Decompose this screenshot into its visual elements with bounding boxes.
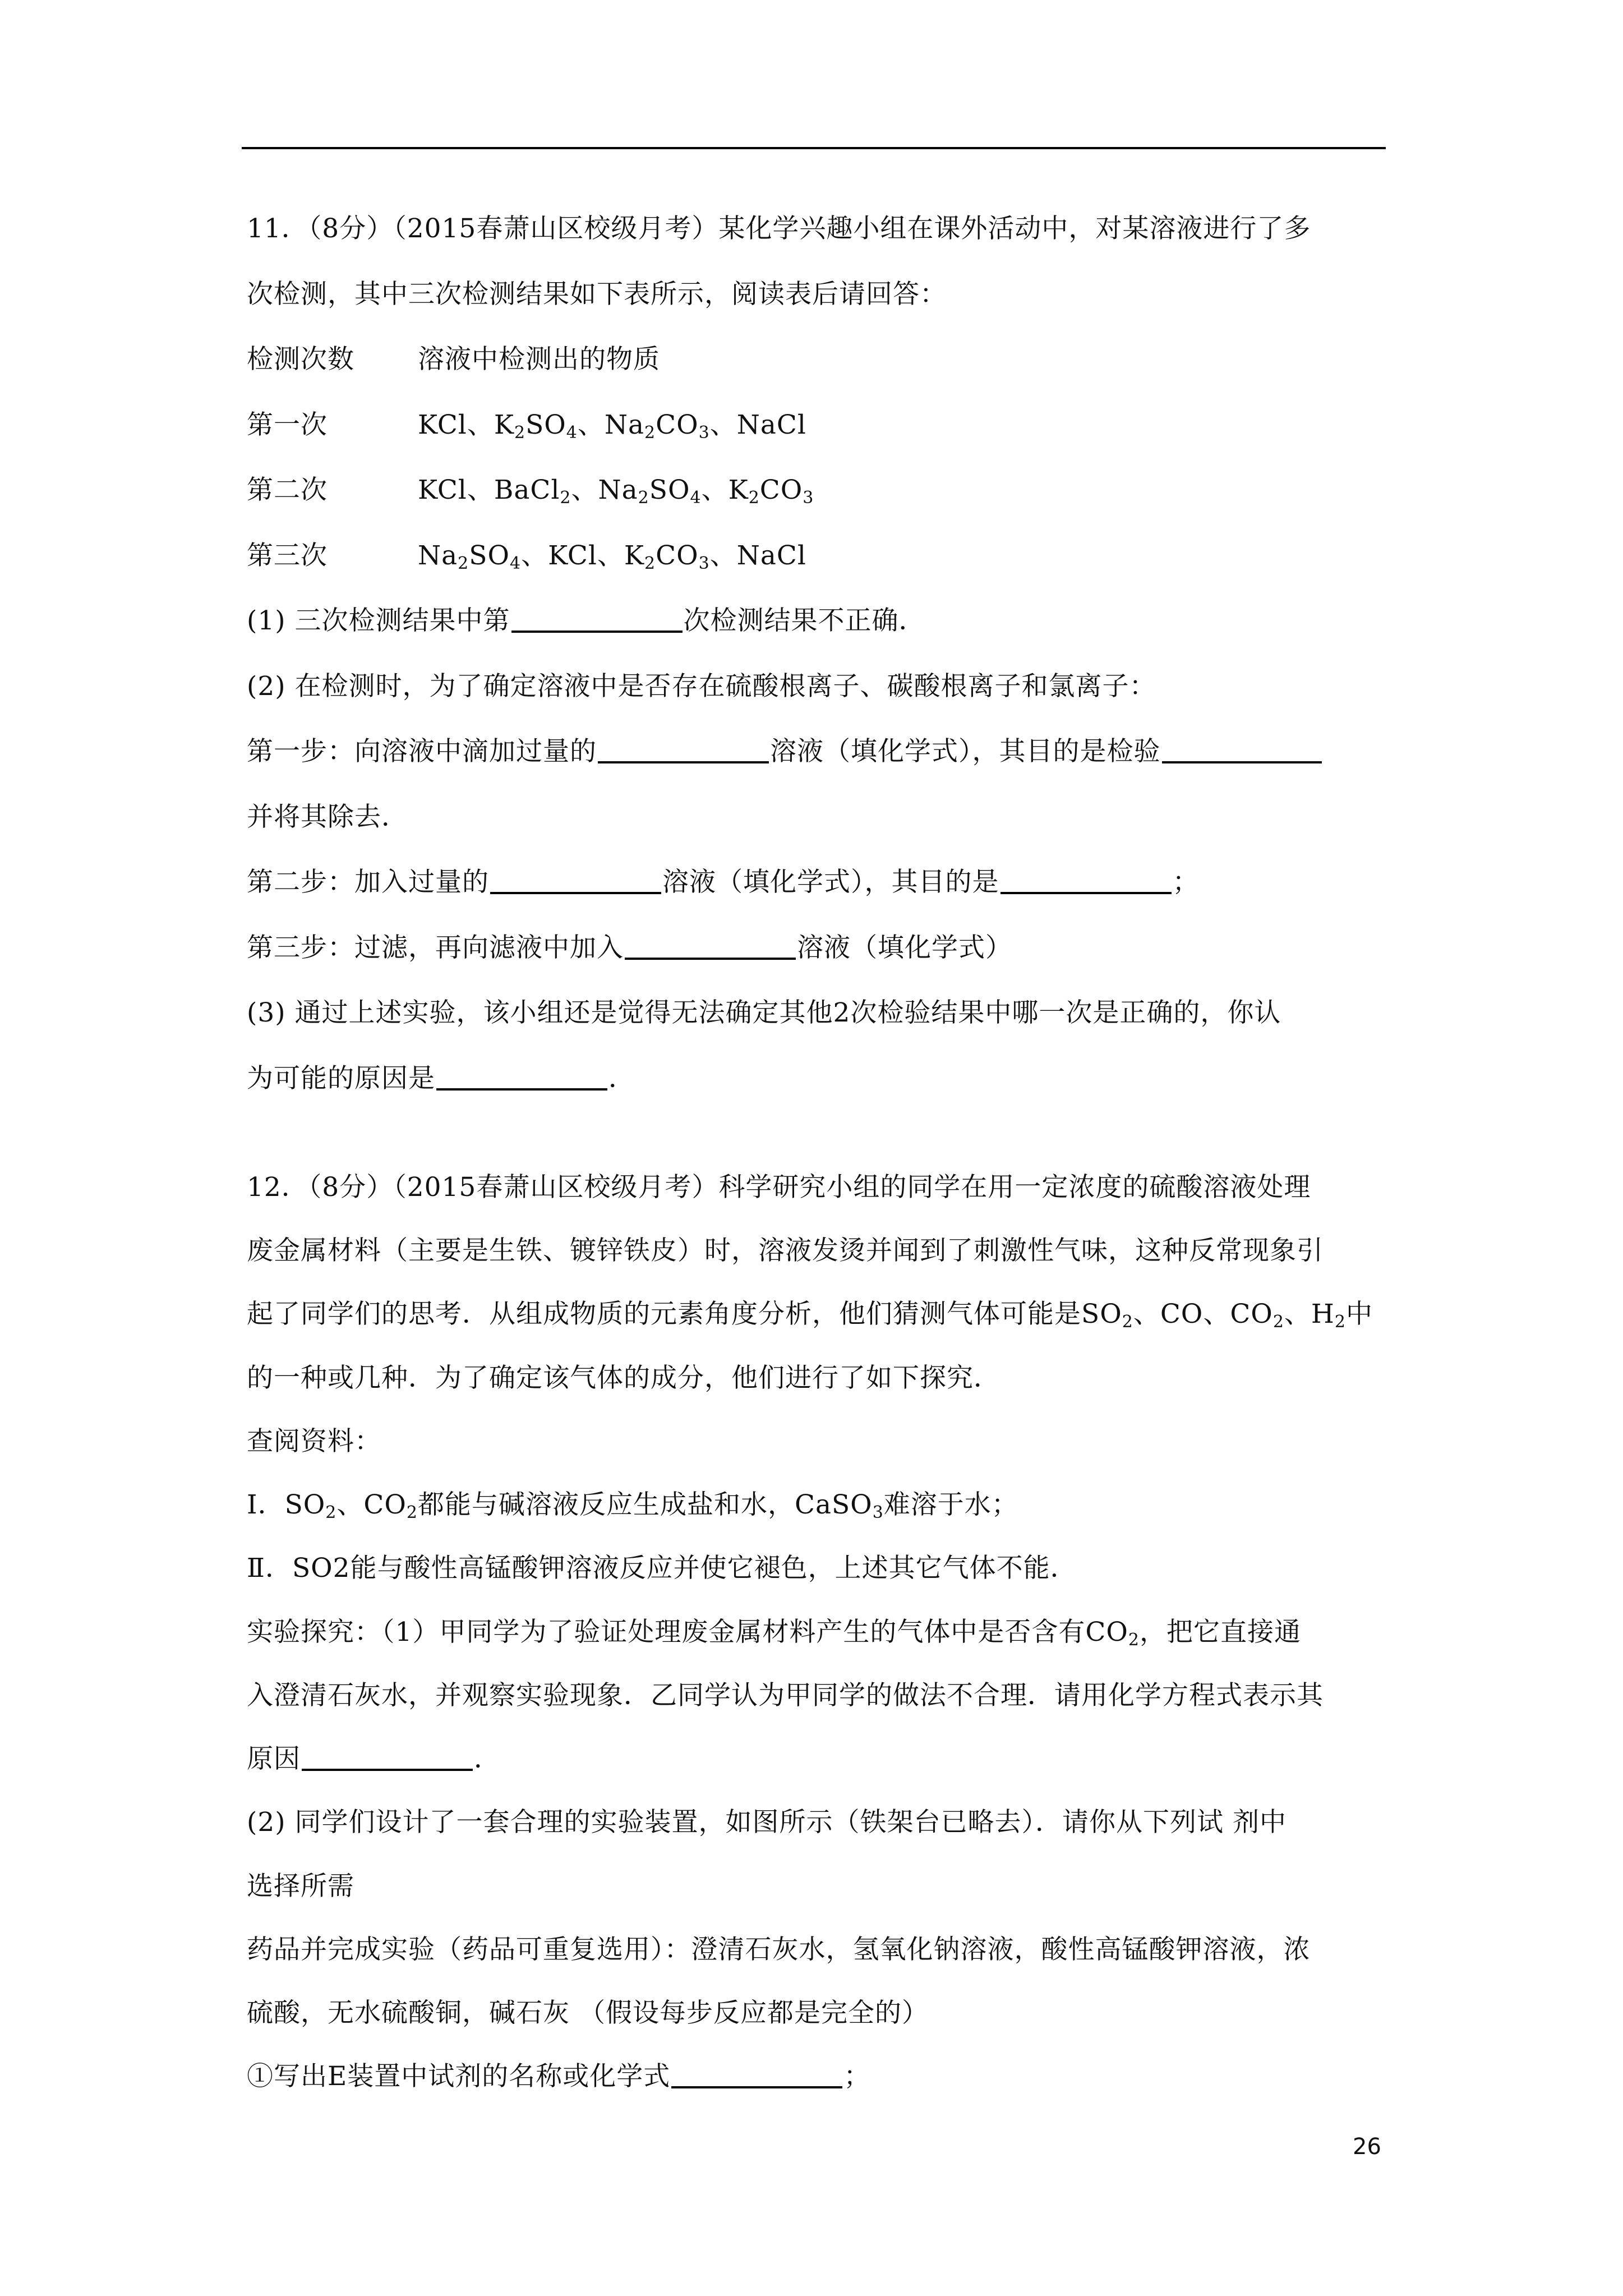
text-run: SO — [525, 409, 566, 440]
text-run: ． — [474, 1743, 501, 1775]
subscript: 2 — [325, 1503, 337, 1523]
table-row-substances — [418, 408, 806, 442]
question-line — [247, 800, 408, 834]
text-run: SO — [469, 540, 510, 571]
text-run: 药品并完成实验（药品可重复选用）：澄清石灰水，氢氧化钠溶液，酸性高锰酸钾溶液，浓 — [247, 1934, 1311, 1965]
text-run: 溶液（填化学式） — [797, 932, 1012, 963]
subscript: 3 — [872, 1503, 884, 1523]
text-run: 入澄清石灰水，并观察实验现象．乙同学认为甲同学的做法不合理．请用化学方程式表示其 — [247, 1680, 1324, 1711]
subscript: 2 — [1128, 1630, 1140, 1650]
answer-blank[interactable] — [1000, 892, 1172, 894]
question-line — [247, 1361, 1000, 1395]
text-run: KCl、K — [418, 409, 514, 440]
subscript: 3 — [698, 422, 710, 443]
question-line — [247, 1062, 635, 1096]
text-run: ． — [608, 1062, 635, 1094]
text-run: CO — [656, 540, 699, 571]
question-line — [247, 1996, 929, 2030]
subscript: 2 — [406, 1503, 418, 1523]
text-run: 、NaCl — [709, 409, 806, 440]
table-row-substances — [418, 539, 806, 573]
table-row — [247, 539, 806, 573]
subscript: 2 — [560, 488, 571, 508]
text-run: KCl、BaCl — [418, 475, 560, 505]
subscript: 2 — [1334, 1312, 1347, 1332]
text-run: 第一步：向溶液中滴加过量的 — [247, 736, 597, 767]
text-run: (3) 通过上述实验，该小组还是觉得无法确定其他2次检验结果中哪一次是正确的，你认 — [247, 997, 1281, 1028]
answer-blank[interactable] — [671, 2086, 842, 2088]
text-run: ； — [1172, 867, 1200, 898]
subscript: 2 — [514, 422, 526, 443]
text-run: 、KCl、K — [521, 540, 645, 571]
text-run: 实验探究：（1）甲同学为了验证处理废金属材料产生的气体中是否含有CO — [247, 1616, 1128, 1648]
subscript: 3 — [698, 553, 710, 573]
question-line — [247, 1742, 501, 1776]
text-run: (1) 三次检测结果中第 — [247, 605, 510, 636]
text-run: 起了同学们的思考．从组成物质的元素角度分析，他们猜测气体可能是SO — [247, 1299, 1122, 1330]
question-line — [247, 1870, 354, 1903]
question-line — [247, 278, 947, 311]
question-line — [247, 1488, 1018, 1522]
question-line — [247, 1552, 1077, 1585]
question-line — [247, 1933, 1311, 1967]
text-run: 的一种或几种．为了确定该气体的成分，他们进行了如下探究． — [247, 1362, 1000, 1393]
question-line — [247, 1234, 1324, 1268]
question-line — [247, 1616, 1301, 1649]
text-run: 溶液（填化学式），其目的是检验 — [770, 736, 1161, 767]
table-row-substances — [418, 473, 814, 507]
table-row-label: 第一次 — [247, 409, 328, 440]
answer-blank[interactable] — [302, 1769, 473, 1771]
answer-blank[interactable] — [598, 761, 769, 763]
header-rule — [242, 147, 1386, 149]
text-run: 11．（8分）（2015春萧山区校级月考）某化学兴趣小组在课外活动中，对某溶液进行了多 — [247, 213, 1311, 244]
text-run: ①写出E装置中试剂的名称或化学式 — [247, 2061, 671, 2092]
text-run: 、Na — [577, 409, 645, 440]
text-run: Na — [418, 540, 458, 571]
question-line — [247, 1679, 1324, 1713]
text-run: 原因 — [247, 1743, 301, 1775]
text-run: 都能与碱溶液反应生成盐和水，CaSO — [417, 1489, 873, 1521]
text-run: 、Na — [571, 475, 638, 505]
question-line — [247, 604, 926, 638]
subscript: 2 — [458, 553, 469, 573]
answer-blank[interactable] — [625, 958, 796, 960]
subscript: 3 — [803, 488, 814, 508]
table-row — [247, 473, 814, 508]
text-run: 第二步：加入过量的 — [247, 867, 489, 898]
table-header-substances: 溶液中检测出的物质 — [418, 344, 660, 375]
text-run: 、CO、CO — [1133, 1299, 1273, 1330]
text-run: ； — [843, 2061, 871, 2092]
table-row-label: 第三次 — [247, 540, 328, 571]
page-number: 26 — [1353, 2134, 1381, 2160]
text-run: Ⅱ．SO2能与酸性高锰酸钾溶液反应并使它褪色，上述其它气体不能． — [247, 1553, 1077, 1584]
text-run: 中 — [1346, 1299, 1373, 1330]
subscript: 4 — [690, 488, 702, 508]
question-line — [247, 931, 1012, 965]
text-run: SO — [649, 475, 690, 505]
text-run: CO — [656, 409, 699, 440]
subscript: 2 — [638, 488, 649, 508]
answer-blank[interactable] — [490, 892, 661, 894]
table-header-count: 检测次数 — [247, 344, 354, 375]
text-run: 选择所需 — [247, 1870, 354, 1902]
text-run: 12．（8分）（2015春萧山区校级月考）科学研究小组的同学在用一定浓度的硫酸溶液处理 — [247, 1172, 1311, 1203]
text-run: (2) 在检测时，为了确定溶液中是否存在硫酸根离子、碳酸根离子和氯离子： — [247, 670, 1156, 702]
question-line — [247, 996, 1281, 1030]
subscript: 4 — [566, 422, 578, 443]
table-header — [247, 343, 660, 376]
question-line — [247, 1171, 1311, 1204]
table-row — [247, 408, 806, 443]
text-run: 、CO — [336, 1489, 407, 1521]
answer-blank[interactable] — [511, 631, 683, 633]
text-run: 、NaCl — [709, 540, 806, 571]
question-line — [247, 2060, 870, 2093]
text-run: 、H — [1284, 1299, 1335, 1330]
question-line — [247, 866, 1200, 899]
text-run: Ⅰ．SO — [247, 1489, 326, 1521]
subscript: 4 — [509, 553, 522, 573]
text-run: 次检测结果不正确． — [683, 605, 926, 636]
text-run: 为可能的原因是 — [247, 1062, 435, 1094]
text-run: CO — [759, 475, 803, 505]
question-line — [247, 735, 1323, 769]
text-run: 废金属材料（主要是生铁、镀锌铁皮）时，溶液发烫并闻到了刺激性气味，这种反常现象引 — [247, 1235, 1324, 1267]
subscript: 2 — [1272, 1312, 1284, 1332]
subscript: 2 — [1122, 1312, 1133, 1332]
question-line — [247, 670, 1156, 703]
subscript: 2 — [644, 553, 656, 573]
table-row-label: 第二次 — [247, 475, 328, 505]
text-run: 并将其除去． — [247, 801, 408, 832]
answer-blank[interactable] — [1162, 761, 1322, 763]
text-run: 次检测，其中三次检测结果如下表所示，阅读表后请回答： — [247, 278, 947, 310]
subscript: 2 — [644, 422, 656, 443]
answer-blank[interactable] — [436, 1088, 607, 1091]
text-run: (2) 同学们设计了一套合理的实验装置，如图所示（铁架台已略去）．请你从下列试 剂中 — [247, 1807, 1287, 1838]
text-run: 第三步：过滤，再向滤液中加入 — [247, 932, 624, 963]
text-run: 难溶于水； — [883, 1489, 1018, 1521]
text-run: 溶液（填化学式），其目的是 — [662, 867, 999, 898]
subscript: 2 — [748, 488, 760, 508]
question-line — [247, 212, 1311, 246]
text-run: 、K — [701, 475, 749, 505]
question-line — [247, 1806, 1287, 1839]
question-line — [247, 1425, 381, 1458]
text-run: 查阅资料： — [247, 1425, 381, 1457]
text-run: 硫酸，无水硫酸铜，碱石灰 （假设每步反应都是完全的） — [247, 1998, 929, 2029]
question-line — [247, 1297, 1373, 1331]
text-run: ，把它直接通 — [1140, 1616, 1301, 1648]
